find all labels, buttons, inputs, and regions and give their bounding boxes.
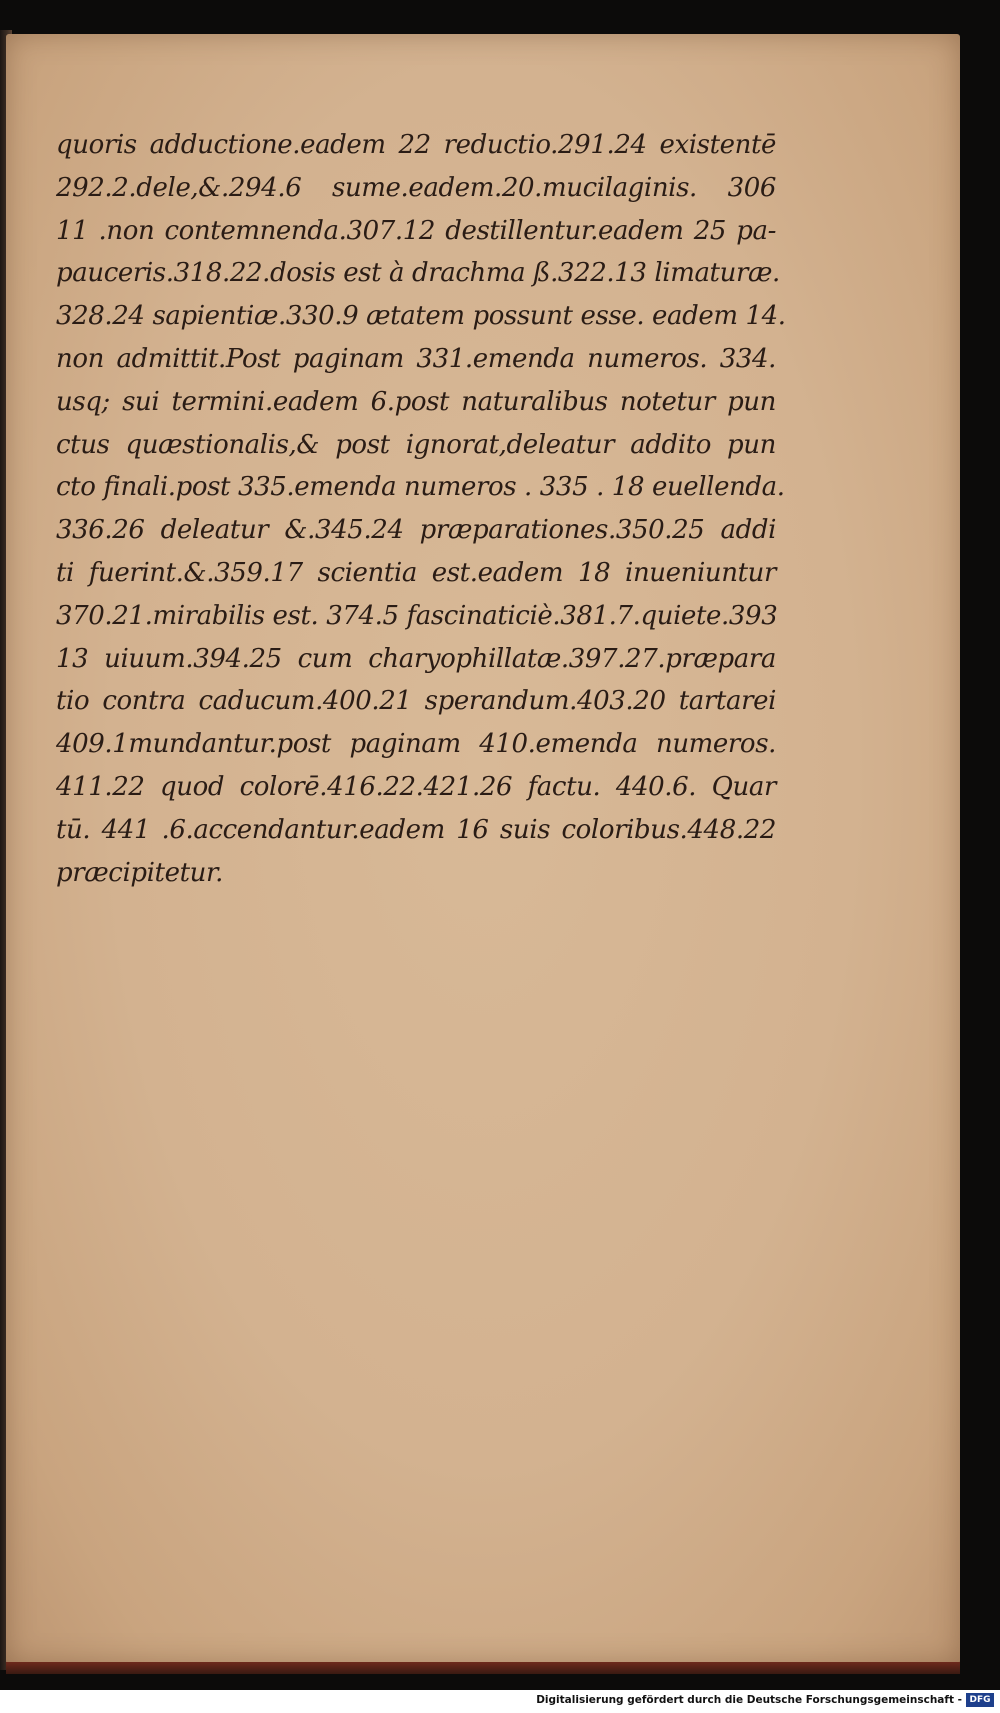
funding-credit: Digitalisierung gefördert durch die Deutsche Forschungsgemeinschaft - — [536, 1694, 962, 1706]
text-line-15: 409.1mundantur.post paginam 410.emenda numeros. — [56, 729, 776, 760]
errata-text-block — [56, 124, 786, 894]
text-line-7: usq; sui termini.eadem 6.post naturalibus notetur pun — [56, 386, 776, 417]
text-line-12: 370.21.mirabilis est. 374.5 fascinaticiè.381.7.quiete.393 — [56, 600, 778, 631]
dfg-logo-icon[interactable]: DFG — [966, 1693, 994, 1707]
text-line-6: non admittit.Post paginam 331.emenda numeros. 334. — [56, 343, 776, 374]
text-line-4: pauceris.318.22.dosis est à drachma ß.322.13 limaturæ. — [56, 258, 780, 289]
text-line-2: 292.2.dele,&.294.6 sume.eadem.20.mucilaginis. 306 — [56, 172, 776, 203]
text-line-8: ctus quæstionalis,& post ignorat,deleatur addito pun — [56, 429, 776, 460]
text-line-3: 11 .non contemnenda.307.12 destillentur.eadem 25 pa- — [56, 215, 776, 246]
footer-bar — [0, 1690, 1000, 1713]
book-page-bottom-edge — [6, 1662, 960, 1674]
text-line-9: cto finali.post 335.emenda numeros . 335 . 18 euellenda. — [56, 472, 785, 503]
text-line-13: 13 uiuum.394.25 cum charyophillatæ.397.27.præpara — [56, 643, 776, 674]
text-line-18: præcipitetur. — [56, 857, 224, 888]
text-line-14: tio contra caducum.400.21 sperandum.403.20 tartarei — [56, 686, 776, 717]
text-line-16: 411.22 quod colorē.416.22.421.26 factu. 440.6. Quar — [56, 771, 776, 802]
text-line-5: 328.24 sapientiæ.330.9 ætatem possunt esse. eadem 14. — [56, 301, 786, 332]
text-line-10: 336.26 deleatur &.345.24 præparationes.350.25 addi — [56, 515, 776, 546]
text-line-17: tū. 441 .6.accendantur.eadem 16 suis coloribus.448.22 — [56, 814, 776, 845]
text-line-1: quoris adductione.eadem 22 reductio.291.24 existentē — [56, 130, 776, 160]
text-line-11: ti fuerint.&.359.17 scientia est.eadem 18 inueniuntur — [56, 557, 776, 588]
